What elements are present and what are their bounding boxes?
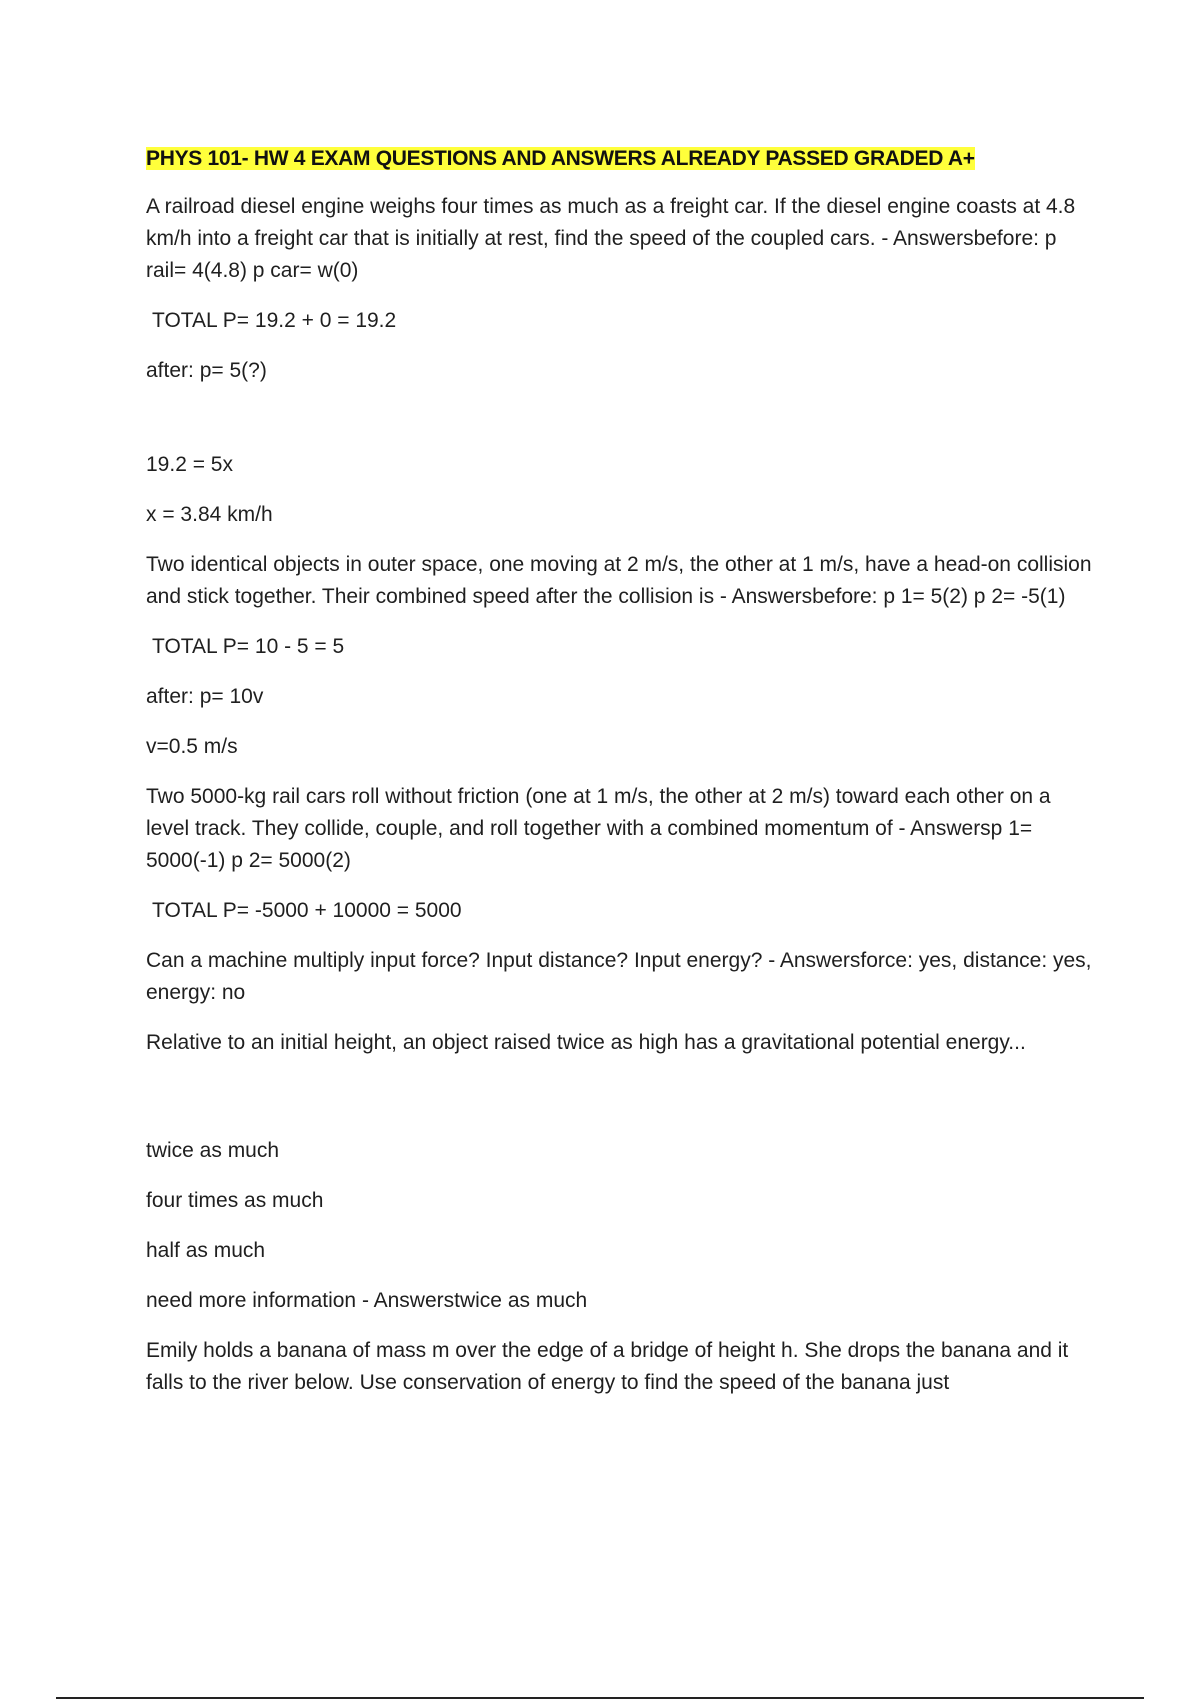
question-6-text: Emily holds a banana of mass m over the edge of a bridge of height h. She drops the banana and it falls to the river below. Use conservation of energy to find the speed of the banana just <box>146 1339 1069 1394</box>
question-1-result: x = 3.84 km/h <box>146 503 273 526</box>
question-5-option-2: four times as much <box>146 1189 324 1212</box>
question-1-after: after: p= 5(?) <box>146 359 267 382</box>
spacer <box>146 405 1096 449</box>
question-4-text: Can a machine multiply input force? Input distance? Input energy? - Answersforce: yes, distance: yes, energy: no <box>146 949 1092 1004</box>
document-title: PHYS 101- HW 4 EXAM QUESTIONS AND ANSWERS ALREADY PASSED GRADED A+ <box>146 147 975 170</box>
question-5-option-3: half as much <box>146 1239 266 1262</box>
question-2-text: Two identical objects in outer space, one moving at 2 m/s, the other at 1 m/s, have a head-on collision and stick together. Their combined speed after the collision is - Answersbefore: p 1= 5(2) p 2= -5(1) <box>146 553 1092 608</box>
question-5-option-4: need more information - Answerstwice as much <box>146 1289 588 1312</box>
question-2-after: after: p= 10v <box>146 685 264 708</box>
question-5-text: Relative to an initial height, an object raised twice as high has a gravitational potential energy... <box>146 1031 1026 1054</box>
question-3-total: TOTAL P= -5000 + 10000 = 5000 <box>152 899 462 922</box>
footer-divider <box>56 1697 1144 1699</box>
question-3-text: Two 5000-kg rail cars roll without friction (one at 1 m/s, the other at 2 m/s) toward each other on a level track. They collide, couple, and roll together with a combined momentum of - Answersp 1= 5000(-1) p 2= 5000(2) <box>146 785 1051 872</box>
question-1-text: A railroad diesel engine weighs four times as much as a freight car. If the diesel engine coasts at 4.8 km/h into a freight car that is initially at rest, find the speed of the coupled cars. - Answersbefore: p rail= 4(4.8) p car= w(0) <box>146 195 1076 282</box>
title-block <box>146 143 1096 175</box>
question-2-total: TOTAL P= 10 - 5 = 5 <box>152 635 345 658</box>
document-body <box>146 143 1096 1417</box>
question-1-total: TOTAL P= 19.2 + 0 = 19.2 <box>152 309 397 332</box>
question-1-equation: 19.2 = 5x <box>146 453 233 476</box>
question-2-result: v=0.5 m/s <box>146 735 238 758</box>
question-5-option-1: twice as much <box>146 1139 280 1162</box>
spacer <box>146 1077 1096 1135</box>
